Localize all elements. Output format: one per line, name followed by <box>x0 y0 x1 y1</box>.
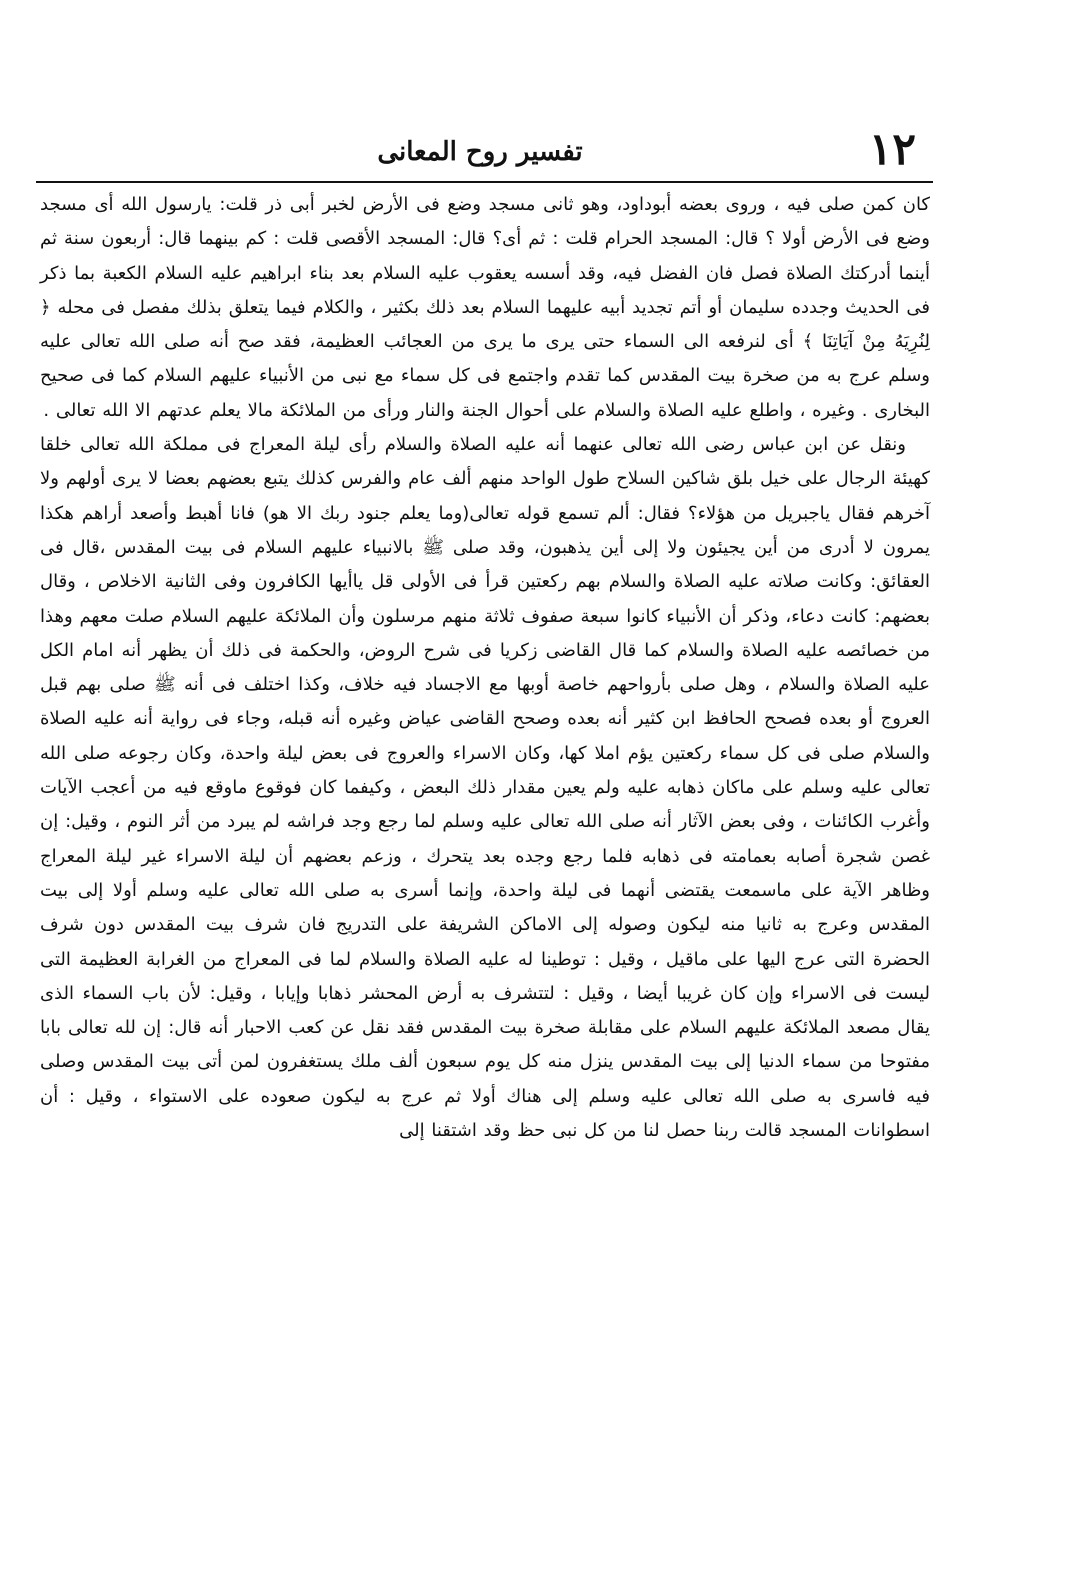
header-rule <box>36 181 933 183</box>
body-text <box>40 188 930 1558</box>
page-header <box>30 124 930 178</box>
page-number: ١٢ <box>868 124 916 175</box>
paragraph: ونقل عن ابن عباس رضى الله تعالى عنهما أنه عليه الصلاة والسلام رأى ليلة المعراج فى مملكة الله تعالى خلقا كهيئة الرجال على خيل بلق شاكين السلاح طول الواحد منهم ألف عام والفرس كذلك يتبع بعضهم بعضا لا يرى أولهم ولا آخرهم فقال ياجبريل من هؤلاء؟ فقال: ألم تسمع قوله تعالى(وما يعلم جنود ربك الا هو) فانا أهبط وأصعد أراهم هكذا يمرون لا أدرى من أين يجيئون ولا إلى أين يذهبون، وقد صلى ﷺ بالانبياء عليهم السلام فى بيت المقدس ،قال فى العقائق: وكانت صلاته عليه الصلاة والسلام بهم ركعتين قرأ فى الأولى قل ياأيها الكافرون وفى الثانية الاخلاص ، وقال بعضهم: كانت دعاء، وذكر أن الأنبياء كانوا سبعة صفوف ثلاثة منهم مرسلون وأن الملائكة عليهم السلام صلت معهم وهذا من خصائصه عليه الصلاة والسلام كما قال القاضى زكريا فى شرح الروض، والحكمة فى ذلك أن يظهر أنه امام الكل عليه الصلاة والسلام ، وهل صلى بأرواحهم خاصة أوبها مع الاجساد فيه خلاف، وكذا اختلف فى أنه ﷺ صلى بهم قبل العروج أو بعده فصحح الحافظ ابن كثير أنه بعده وصحح القاضى عياض وغيره أنه قبله، وجاء فى رواية أنه عليه الصلاة والسلام صلى فى كل سماء ركعتين يؤم املا كها، وكان الاسراء والعروج فى بعض ليلة واحدة، وكان رجوعه صلى الله تعالى عليه وسلم على ماكان ذهابه عليه ولم يعين مقدار ذلك البعض ، وكيفما كان فوقوع ماوقع فيه من أعجب الآيات وأغرب الكائنات ، وفى بعض الآثار أنه صلى الله تعالى عليه وسلم لما رجع وجد فراشه لم يبرد من أثر النوم ، وقيل: إن غصن شجرة أصابه بعمامته فى ذهابه فلما رجع وجده بعد يتحرك ، وزعم بعضهم أن ليلة الاسراء غير ليلة المعراج وظاهر الآية على ماسمعت يقتضى أنهما فى ليلة واحدة، وإنما أسرى به صلى الله تعالى عليه وسلم أولا إلى بيت المقدس وعرج به ثانيا منه ليكون وصوله إلى الاماكن الشريفة على التدريج فان شرف بيت المقدس دون شرف الحضرة التى عرج اليها على ماقيل ، وقيل : توطينا له عليه الصلاة والسلام لما فى المعراج من الغرابة العظيمة التى ليست فى الاسراء وإن كان غريبا أيضا ، وقيل : لتتشرف به أرض المحشر ذهابا وإيابا ، وقيل: لأن باب السماء الذى يقال مصعد الملائكة عليهم السلام على مقابلة صخرة بيت المقدس فقد نقل عن كعب الاحبار أنه قال: إن لله تعالى بابا مفتوحا من سماء الدنيا إلى بيت المقدس ينزل منه كل يوم سبعون ألف ملك يستغفرون لمن أتى بيت المقدس وصلى فيه فاسرى به صلى الله تعالى عليه وسلم إلى هناك أولا ثم عرج به ليكون صعوده على الاستواء ، وقيل : أن اسطوانات المسجد قالت ربنا حصل لنا من كل نبى حظ وقد اشتقنا إلى <box>40 434 930 1142</box>
running-title: تفسير روح المعانى <box>377 137 583 167</box>
paragraph: كان كمن صلى فيه ، وروى بعضه أبوداود، وهو ثانى مسجد وضع فى الأرض لخبر أبى ذر قلت: يارسول الله أى مسجد وضع فى الأرض أولا ؟ قال: المسجد الحرام قلت : ثم أى؟ قال: المسجد الأقصى قلت : كم بينهما قال: أربعون سنة ثم أينما أدركتك الصلاة فصل فان الفضل فيه، وقد أسسه يعقوب عليه السلام بعد بناء ابراهيم عليه السلام الكعبة بما ذكر فى الحديث وجدده سليمان أو أتم تجديد أبيه عليهما السلام بعد ذلك بكثير ، والكلام فيما يتعلق بذلك مفصل فى محله ﴿ لِنُرِيَهُ مِنْ آيَاتِنَا ﴾ أى لنرفعه الى السماء حتى يرى ما يرى من العجائب العظيمة، فقد صح أنه صلى الله تعالى عليه وسلم عرج به من صخرة بيت المقدس كما تقدم واجتمع فى كل سماء مع نبى من الأنبياء عليهم السلام كما فى صحيح البخارى . وغيره ، واطلع عليه الصلاة والسلام على أحوال الجنة والنار ورأى من الملائكة مالا يعلم عدتهم الا الله تعالى . <box>40 194 930 421</box>
